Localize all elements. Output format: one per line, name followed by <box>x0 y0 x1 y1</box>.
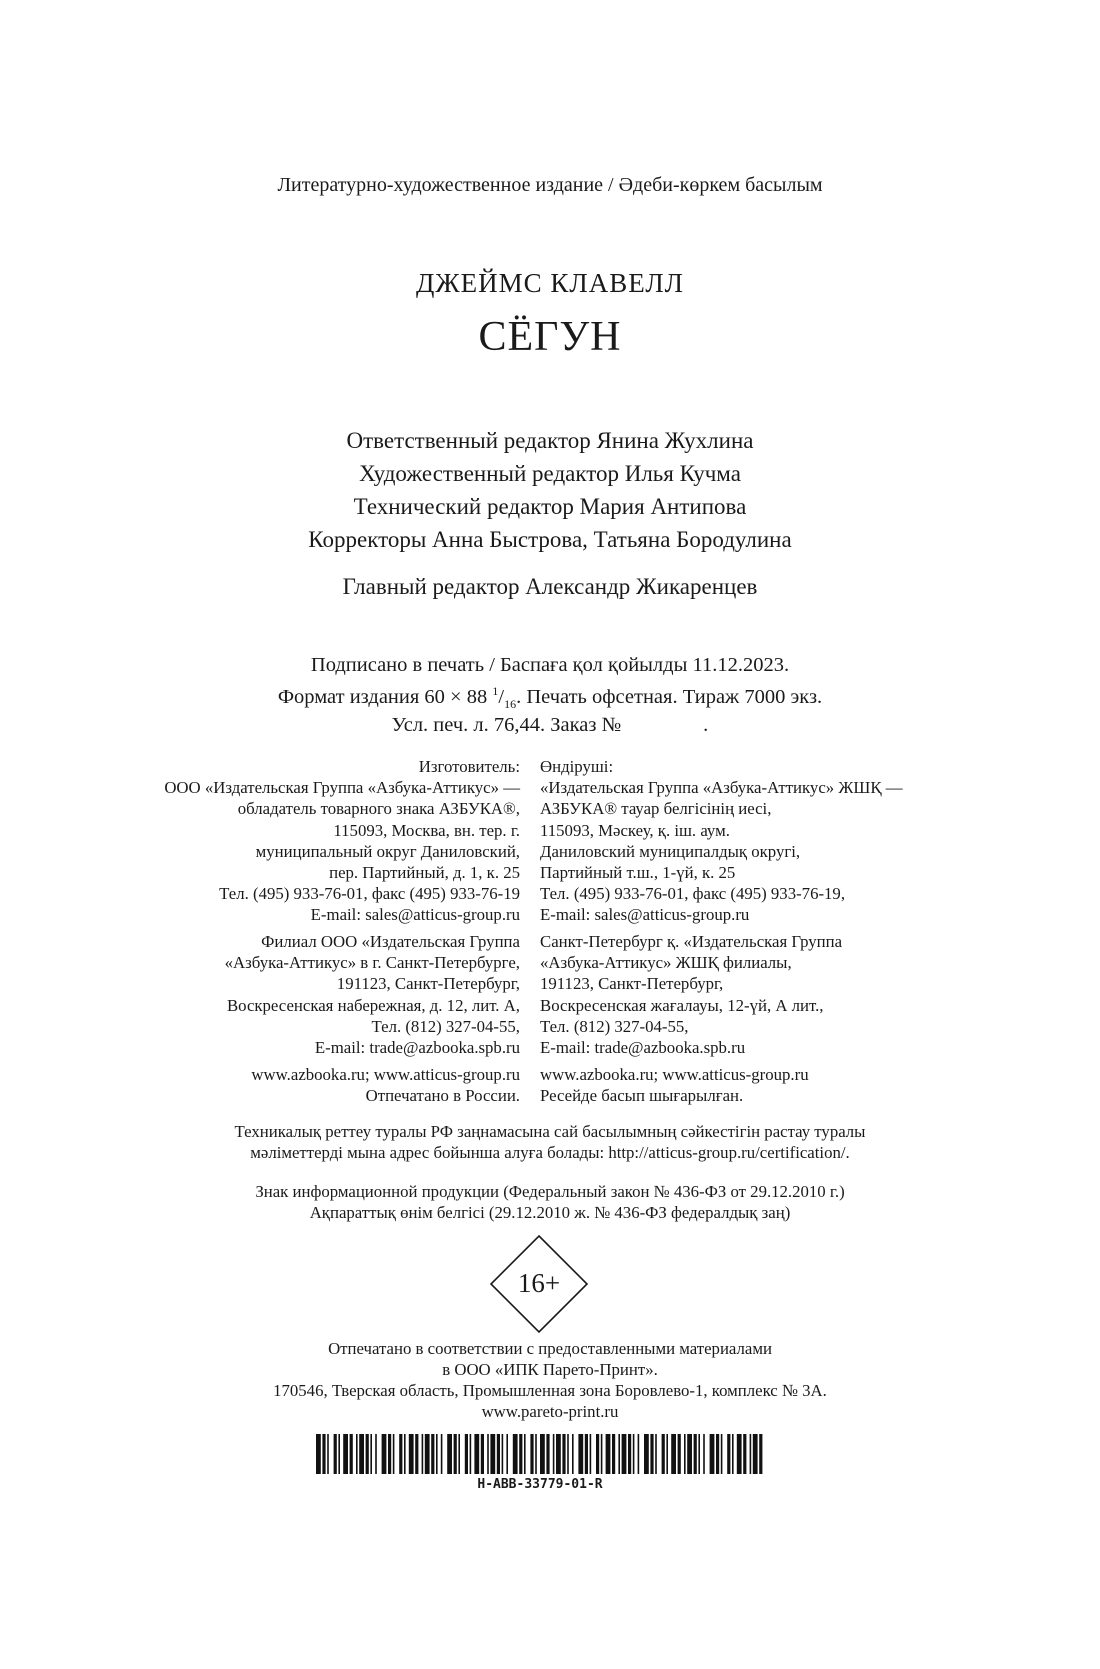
branch-ru-line: E-mail: trade@azbooka.spb.ru <box>314 1037 520 1057</box>
branch-ru-line: Филиал ООО «Издательская Группа <box>261 932 520 951</box>
branch-ru-line: Воскресенская набережная, д. 12, лит. А, <box>226 995 520 1015</box>
certification-line: мәліметтерді мына адрес бойынша алуға болады: http://atticus-group.ru/certification/. <box>250 1143 850 1162</box>
info-sign-line: Ақпараттық өнім белгісі (29.12.2010 ж. № 436-ФЗ федералдық заң) <box>309 1203 791 1222</box>
branch-kz-line: Тел. (812) 327-04-55, <box>540 1016 689 1036</box>
web-ru <box>160 1064 520 1106</box>
branch-kz-line: «Азбука-Аттикус» ЖШҚ филиалы, <box>540 953 792 973</box>
manufacturer-kz-line: Партийный т.ш., 1-үй, к. 25 <box>540 862 736 882</box>
branch-ru-line: «Азбука-Аттикус» в г. Санкт-Петербурге, <box>224 953 520 973</box>
branch-kz-line: E-mail: trade@azbooka.spb.ru <box>540 1037 746 1057</box>
manufacturer-ru <box>160 756 520 926</box>
format-fraction-denominator: 16 <box>504 696 517 711</box>
web-kz-line: www.azbooka.ru; www.atticus-group.ru <box>540 1065 809 1084</box>
web-kz-line: Ресейде басып шығарылған. <box>540 1086 744 1106</box>
manufacturer-kz-line: Тел. (495) 933-76-01, факс (495) 933-76-19, <box>540 884 846 904</box>
manufacturer-ru-line: E-mail: sales@atticus-group.ru <box>310 905 520 925</box>
barcode-icon <box>316 1434 764 1474</box>
print-sheets-order: Усл. печ. л. 76,44. Заказ № . <box>391 714 709 736</box>
edition-type-line: Литературно-художественное издание / Әдеби-көркем басылым <box>277 174 823 196</box>
barcode-label: H-ABB-33779-01-R <box>477 1477 603 1492</box>
certification-line: Техникалық реттеу туралы РФ заңнамасына сай басылымның сәйкестігін растау туралы <box>234 1122 866 1141</box>
credit-art-editor: Художественный редактор Илья Кучма <box>359 461 741 486</box>
branch-ru-line: Тел. (812) 327-04-55, <box>371 1016 520 1036</box>
manufacturer-kz-line: «Издательская Группа «Азбука-Аттикус» ЖШҚ — <box>540 778 903 798</box>
manufacturer-kz-line: Өндіруші: <box>540 757 614 776</box>
format-suffix: . Печать офсетная. Тираж 7000 экз. <box>516 685 823 708</box>
book-title: СЁГУН <box>478 314 622 360</box>
info-sign-line: Знак информационной продукции (Федеральный закон № 436-ФЗ от 29.12.2010 г.) <box>255 1182 845 1201</box>
format-fraction-numerator: 1 <box>492 684 499 698</box>
author-name: ДЖЕЙМС КЛАВЕЛЛ <box>416 268 684 298</box>
manufacturer-kz-line: E-mail: sales@atticus-group.ru <box>540 905 750 925</box>
branch-ru-line: 191123, Санкт-Петербург, <box>336 974 520 994</box>
credit-proofreaders: Корректоры Анна Быстрова, Татьяна Бородулина <box>308 527 792 552</box>
manufacturer-ru-line: пер. Партийный, д. 1, к. 25 <box>329 862 520 882</box>
branch-kz-line: 191123, Санкт-Петербург, <box>540 974 724 994</box>
manufacturer-ru-line: 115093, Москва, вн. тер. г. <box>333 820 520 840</box>
credit-responsible-editor: Ответственный редактор Янина Жухлина <box>346 428 754 453</box>
printer-line: в ООО «ИПК Парето-Принт». <box>442 1360 658 1379</box>
manufacturer-kz-line: 115093, Мәскеу, қ. іш. аум. <box>540 820 730 840</box>
manufacturer-ru-line: муниципальный округ Даниловский, <box>255 841 520 861</box>
age-rating-label: 16+ <box>517 1268 561 1298</box>
manufacturer-ru-line: Изготовитель: <box>418 757 520 776</box>
web-ru-line: Отпечатано в России. <box>365 1086 520 1106</box>
manufacturer-kz-line: АЗБУКА® тауар белгісінің иесі, <box>540 799 772 819</box>
manufacturer-kz <box>540 756 903 926</box>
format-prefix: Формат издания 60 × 88 <box>277 685 488 708</box>
web-ru-line: www.azbooka.ru; www.atticus-group.ru <box>251 1065 520 1084</box>
printer-line: www.pareto-print.ru <box>481 1402 619 1421</box>
manufacturer-kz-line: Даниловский муниципалдық округі, <box>540 841 801 861</box>
web-kz <box>540 1064 900 1106</box>
branch-kz-line: Санкт-Петербург қ. «Издательская Группа <box>540 932 843 951</box>
printer-line: Отпечатано в соответствии с предоставленными материалами <box>328 1339 772 1358</box>
manufacturer-ru-line: обладатель товарного знака АЗБУКА®, <box>237 799 520 819</box>
signed-to-print: Подписано в печать / Баспаға қол қойылды 11.12.2023. <box>310 654 790 676</box>
format-fraction-slash: / <box>498 685 505 708</box>
edition-format <box>0 684 1100 712</box>
credit-chief-editor: Главный редактор Александр Жикаренцев <box>342 574 758 599</box>
branch-ru <box>160 931 520 1058</box>
manufacturer-ru-line: ООО «Издательская Группа «Азбука-Аттикус» — <box>164 778 520 798</box>
branch-kz <box>540 931 900 1058</box>
credit-technical-editor: Технический редактор Мария Антипова <box>353 494 747 519</box>
manufacturer-ru-line: Тел. (495) 933-76-01, факс (495) 933-76-19 <box>219 884 520 904</box>
branch-kz-line: Воскресенская жағалауы, 12-үй, А лит., <box>540 995 824 1015</box>
printer-line: 170546, Тверская область, Промышленная зона Боровлево-1, комплекс № 3А. <box>273 1381 827 1400</box>
